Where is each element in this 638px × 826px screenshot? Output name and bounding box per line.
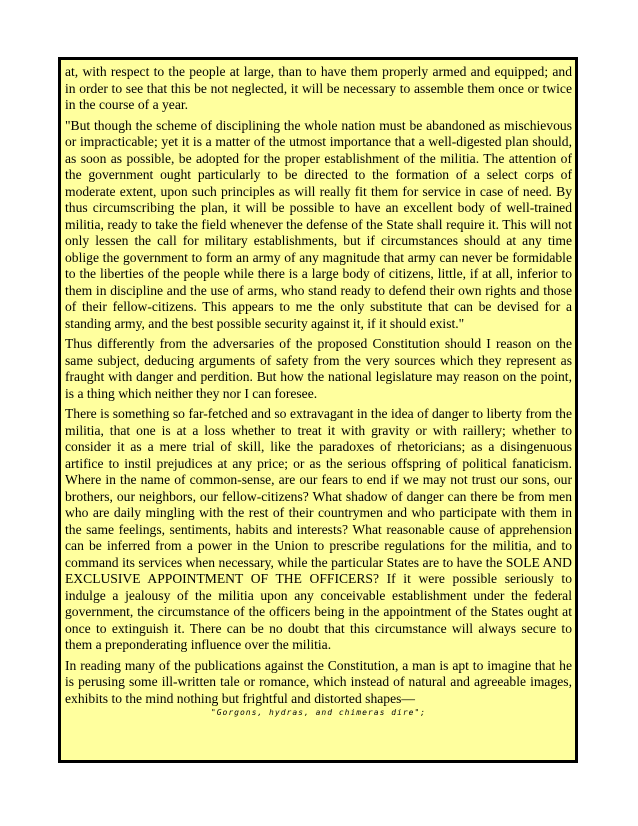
paragraph-4: There is something so far-fetched and so extravagant in the idea of danger to liberty from the militia, that one is at a loss whether to treat it with gravity or with raillery; whether to consider it as a mere trial of skill, like the paradoxes of rhetoricians; as a disingenuous artifice to instil prejudices at any price; or as the serious offspring of political fanaticism. Where in the name of common-sense, are our fears to end if we may not trust our sons, our brothers, our neighbors, our fellow-citizens? What shadow of danger can there be from men who are daily mingling with the rest of their countrymen and who participate with them in the same feelings, sentiments, habits and interests? What reasonable cause of apprehension can be inferred from a power in the Union to prescribe regulations for the militia, and to command its services when necessary, while the particular States are to have the SOLE AND EXCLUSIVE APPOINTMENT OF THE OFFICERS? If it were possible seriously to indulge a jealousy of the militia upon any conceivable establishment under the federal government, the circumstance of the officers being in the appointment of the States ought at once to extinguish it. There can be no doubt that this circumstance will always secure to them a preponderating influence over the militia. (65, 406, 572, 652)
paragraph-1: at, with respect to the people at large, than to have them properly armed and equipped; and in order to see that this be not neglected, it will be necessary to assemble them once or twice in the course of a year. (65, 64, 572, 112)
paragraph-2: "But though the scheme of disciplining the whole nation must be abandoned as mischievous or impracticable; yet it is a matter of the utmost importance that a well-digested plan should, as soon as possible, be adopted for the proper establishment of the militia. The attention of the government ought particularly to be directed to the formation of a select corps of moderate extent, upon such principles as will really fit them for service in case of need. By thus circumscribing the plan, it will be possible to have an excellent body of well-trained militia, ready to take the field whenever the defense of the State shall require it. This will not only lessen the call for military establishments, but if circumstances should at any time oblige the government to form an army of any magnitude that army can never be formidable to the liberties of the people while there is a large body of citizens, little, if at all, inferior to them in discipline and the use of arms, who stand ready to defend their own rights and those of their fellow-citizens. This appears to me the only substitute that can be devised for a standing army, and the best possible security against it, if it should exist." (65, 117, 572, 331)
paragraph-3: Thus differently from the adversaries of the proposed Constitution should I reason on the same subject, deducing arguments of safety from the very sources which they represent as fraught with danger and perdition. But how the national legislature may reason on the point, is a thing which neither they nor I can foresee. (65, 336, 572, 401)
document-page (58, 57, 578, 763)
verse-quote: "Gorgons, hydras, and chimeras dire"; (210, 708, 427, 717)
paragraph-5: In reading many of the publications against the Constitution, a man is apt to imagine that he is perusing some ill-written tale or romance, which instead of natural and agreeable images, exhibits to the mind nothing but frightful and distorted shapes— (65, 657, 572, 706)
